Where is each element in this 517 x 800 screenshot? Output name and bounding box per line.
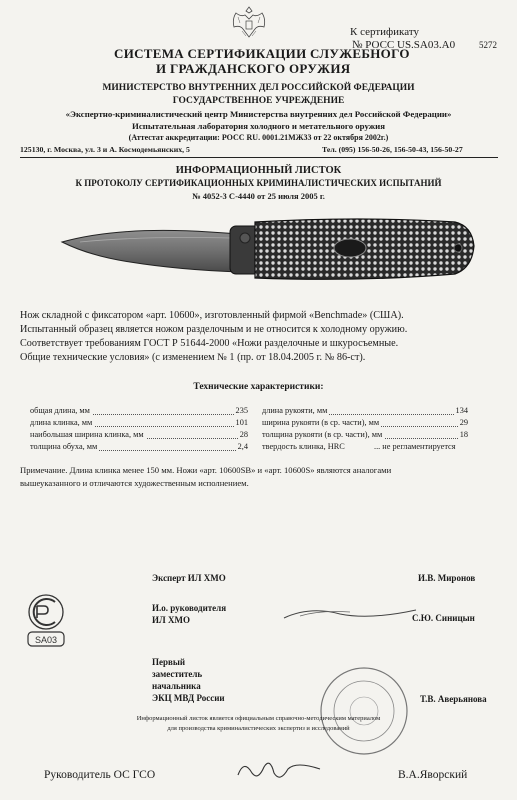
address-line: 125130, г. Москва, ул. 3 и А. Космодемьянских, 5 [20, 145, 190, 154]
description-line4: Общие технические условия» (с изменением № 1 (пр. от 18.04.2005 г. № 86-ст). [20, 352, 366, 363]
document-subtitle: К ПРОТОКОЛУ СЕРТИФИКАЦИОННЫХ КРИМИНАЛИСТИЧЕСКИХ ИСПЫТАНИЙ [75, 178, 442, 188]
ministry-name: МИНИСТЕРСТВО ВНУТРЕННИХ ДЕЛ РОССИЙСКОЙ ФЕДЕРАЦИИ [102, 83, 415, 93]
head-signature-icon [234, 755, 324, 785]
spec-value: ... не регламентируется [374, 442, 456, 451]
note-line2: вышеуказанного и отличаются художественным исполнением. [20, 478, 249, 488]
head-role: Руководитель ОС ГСО [44, 769, 156, 781]
acting-head-role-line2: ИЛ ХМО [152, 615, 190, 625]
spec-label: толщина обуха, мм [30, 442, 98, 451]
spec-value: 28 [239, 430, 248, 439]
first-deputy-line3: начальника [152, 681, 201, 691]
accreditation-line: (Аттестат аккредитации: РОСС RU. 0001.21МЖ33 от 22 октября 2002г.) [128, 133, 389, 142]
spec-label: общая длина, мм [30, 406, 90, 415]
certification-logo-icon [22, 592, 70, 648]
institution-name: ГОСУДАРСТВЕННОЕ УЧРЕЖДЕНИЕ [172, 96, 345, 106]
spec-left-row-0 [30, 406, 248, 417]
footer-note-line1: Информационный листок является официальным справочно-методическим материалом [136, 715, 381, 722]
certificate-reference-suffix: 5272 [479, 40, 497, 50]
spec-label: твердость клинка, HRC [262, 442, 345, 451]
note-line1: Примечание. Длина клинка менее 150 мм. Ножи «арт. 10600SB» и «арт. 10600S» являются аналогами [20, 465, 392, 475]
document-title: ИНФОРМАЦИОННЫЙ ЛИСТОК [175, 165, 342, 176]
spec-value: 2,4 [237, 442, 248, 451]
first-deputy-name: Т.В. Аверьянова [420, 694, 487, 704]
official-stamp-icon [318, 665, 410, 757]
acting-head-name: С.Ю. Синицын [412, 613, 475, 623]
document-number: № 4052-3 С-4440 от 25 июля 2005 г. [192, 191, 325, 201]
phones-line: Тел. (095) 156-50-26, 156-50-43, 156-50-27 [322, 145, 463, 154]
header-divider [20, 157, 498, 158]
lab-name: Испытательная лаборатория холодного и метательного оружия [132, 121, 385, 131]
certificate-reference-line1: К сертификату [350, 26, 419, 38]
spec-value: 235 [235, 406, 248, 415]
first-deputy-line2: заместитель [152, 669, 203, 679]
spec-left-row-2 [30, 430, 248, 441]
specs-heading: Технические характеристики: [193, 382, 324, 392]
certificate-reference-number: № РОСС US.SA03.A0 [352, 39, 456, 51]
spec-right-row-3 [262, 442, 497, 453]
system-title-line1: СИСТЕМА СЕРТИФИКАЦИИ СЛУЖЕБНОГО [114, 46, 410, 61]
certification-logo-label: SA03 [34, 635, 58, 645]
handwritten-signature-icon [280, 600, 420, 626]
footer-note-line2: для производства криминалистических экспертиз и исследований [167, 725, 350, 732]
spec-right-row-0 [262, 406, 468, 417]
spec-right-row-1 [262, 418, 468, 429]
spec-label: длина рукояти, мм [262, 406, 328, 415]
system-title-line2: И ГРАЖДАНСКОГО ОРУЖИЯ [156, 61, 351, 76]
spec-label: длина клинка, мм [30, 418, 93, 427]
spec-label: ширина рукояти (в ср. части), мм [262, 418, 380, 427]
expert-name: И.В. Миронов [418, 573, 476, 583]
description-line2: Испытанный образец является ножом разделочным и не относится к холодному оружию. [20, 324, 408, 335]
knife-photo [60, 212, 480, 290]
expert-role: Эксперт ИЛ ХМО [152, 573, 226, 583]
spec-left-row-3 [30, 442, 248, 453]
spec-label: толщина рукояти (в ср. части), мм [262, 430, 383, 439]
spec-value: 29 [459, 418, 468, 427]
spec-left-row-1 [30, 418, 248, 429]
first-deputy-line1: Первый [152, 657, 186, 667]
description-line1: Нож складной с фиксатором «арт. 10600», изготовленный фирмой «Benchmade» (США). [20, 310, 404, 321]
spec-label: наибольшая ширина клинка, мм [30, 430, 144, 439]
acting-head-role-line1: И.о. руководителя [152, 603, 227, 613]
description-line3: Соответствует требованиям ГОСТ Р 51644-2000 «Ножи разделочные и шкуросъемные. [20, 338, 399, 349]
spec-value: 101 [235, 418, 248, 427]
spec-value: 134 [455, 406, 468, 415]
spec-right-row-2 [262, 430, 468, 441]
coat-of-arms-icon [228, 3, 270, 43]
spec-value: 18 [459, 430, 468, 439]
first-deputy-line4: ЭКЦ МВД России [152, 693, 225, 703]
head-name: В.А.Яворский [398, 769, 468, 781]
center-name: «Экспертно-криминалистический центр Министерства внутренних дел Российской Федерации» [65, 109, 452, 119]
